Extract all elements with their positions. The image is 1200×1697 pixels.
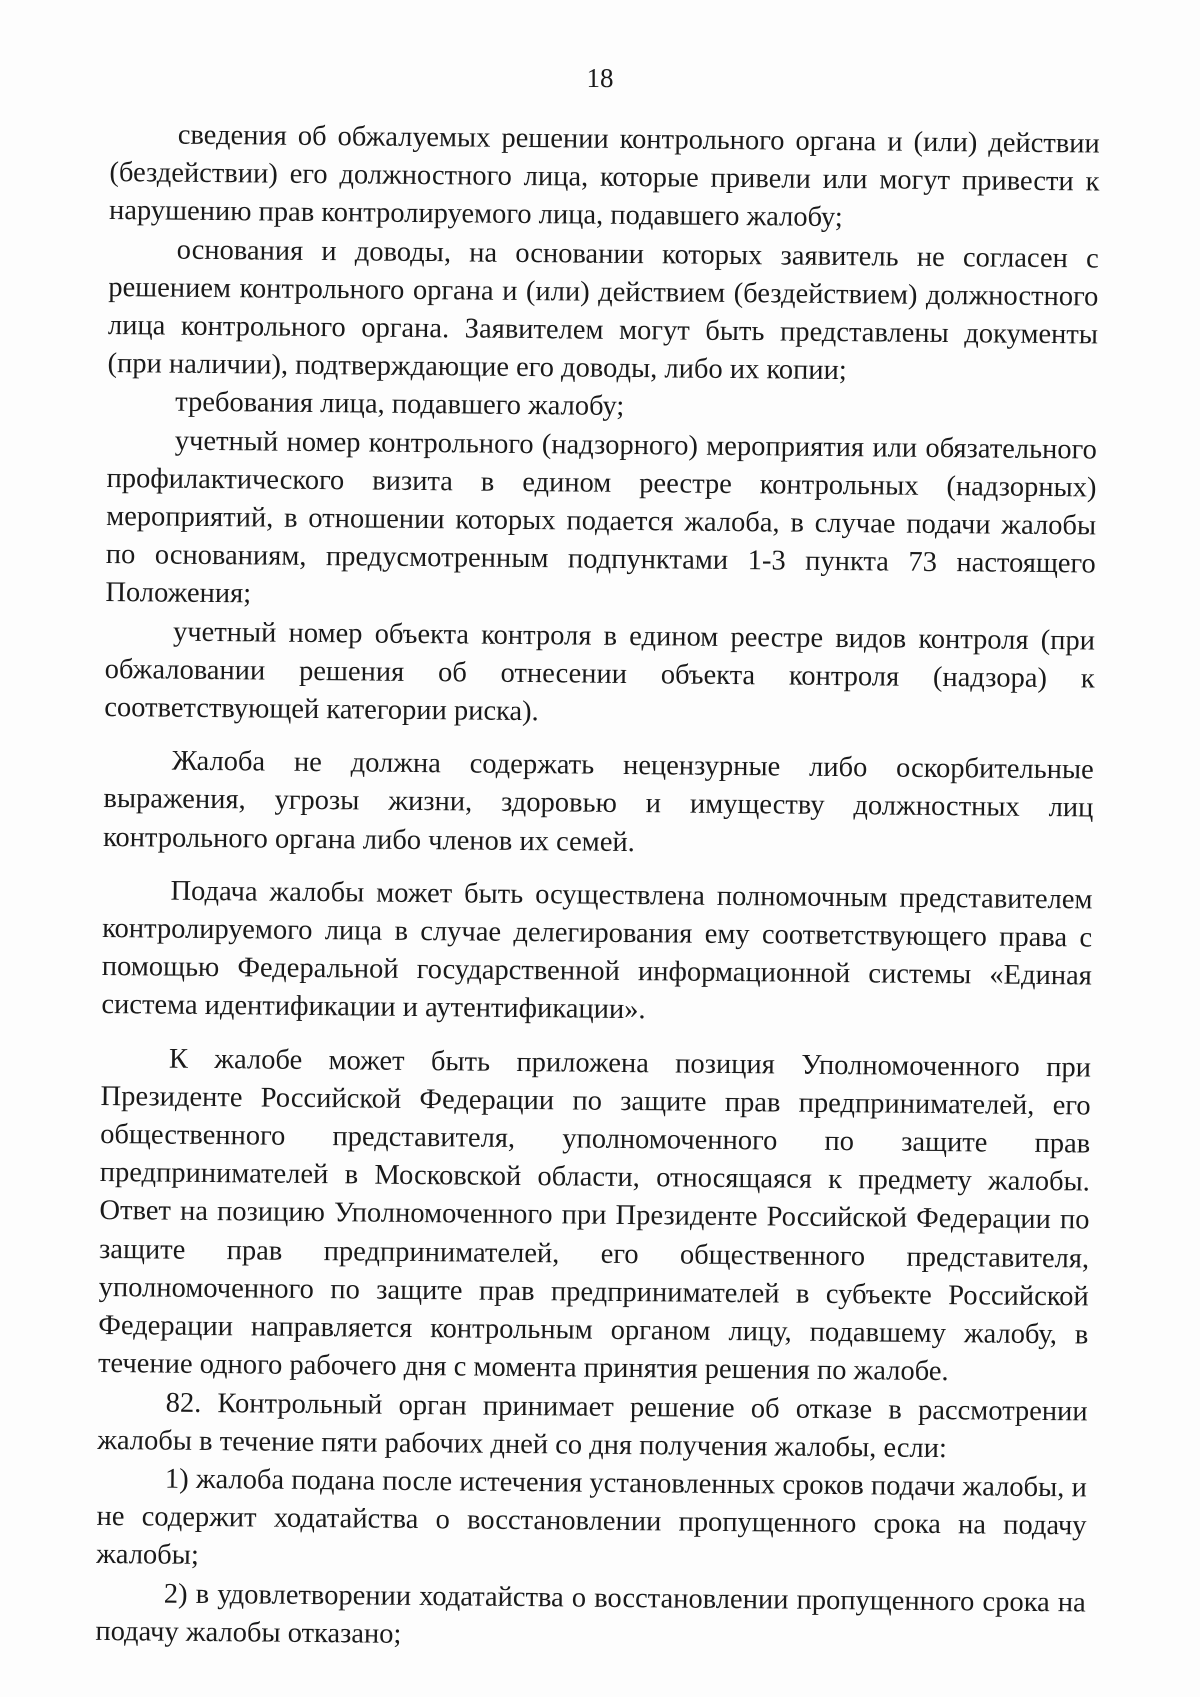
paragraph-requirements: требования лица, подавшего жалобу; <box>175 387 625 423</box>
paragraph-object-registration-number: учетный номер объекта контроля в едином реестре видов контроля (при обжаловании решения об отнесении объекта контроля (надзора) к соответствующей категории риска). <box>104 616 1096 728</box>
paragraph-82-refusal: 82. Контрольный орган принимает решение об отказе в рассмотрении жалобы в течение пяти рабочих дней со дня получения жалобы, если: <box>97 1387 1088 1464</box>
paragraph-complaint-details: сведения об обжалуемых решении контрольного органа и (или) действии (бездействии) его должностного лица, которые привели или могут привести к нарушению прав контролируемого лица, подавшего жалобу; <box>108 119 1100 234</box>
paragraph-82-item-2: 2) в удовлетворении ходатайства о восстановлении пропущенного срока на подачу жалобы отказано; <box>95 1578 1086 1650</box>
paragraph-82-item-1: 1) жалоба подана после истечения установленных сроков подачи жалобы, и не содержит ходатайства о восстановлении пропущенного срока на подачу жалобы; <box>96 1463 1088 1572</box>
paragraph-content-restrictions: Жалоба не должна содержать нецензурные либо оскорбительные выражения, угрозы жизни, здоровью и имуществу должностных лиц контрольного органа либо членов их семей. <box>102 745 1094 858</box>
document-body <box>95 116 1100 1660</box>
page-number: 18 <box>586 63 614 93</box>
paragraph-event-registration-number: учетный номер контрольного (надзорного) мероприятия или обязательного профилактического визита в едином реестре контрольных (надзорных) мероприятий, в отношении которых подается жалоба, в случае подачи жалобы по основаниям, предусмотренным подпунктами 1-3 пункта 73 настоящего Положения; <box>105 425 1097 610</box>
paragraph-ombudsman-position: К жалобе может быть приложена позиция Уполномоченного при Президенте Российской Федерации по защите прав предпринимателей, его общественного представителя, уполномоченного по защите прав предпринимателей в Московской области, относящаяся к предмету жалобы. Ответ на позицию Уполномоченного при Президенте Российской Федерации по защите прав предпринимателей, его общественного представителя, уполномоченного по защите прав предпринимателей в субъекте Российской Федерации направляется контрольным органом лицу, подавшему жалобу, в течение одного рабочего дня с момента принятия решения по жалобе. <box>97 1043 1092 1388</box>
paragraph-representative-submission: Подача жалобы может быть осуществлена полномочным представителем контролируемого лица в случае делегирования ему соответствующего права с помощью Федеральной государственной информационной системы «Единая система идентификации и аутентификации». <box>101 875 1093 1026</box>
paragraph-grounds-and-arguments: основания и доводы, на основании которых заявитель не согласен с решением контрольного органа и (или) действием (бездействием) должностного лица контрольного органа. Заявителем могут быть представлены документы (при наличии), подтверждающие его доводы, либо их копии; <box>107 234 1099 387</box>
